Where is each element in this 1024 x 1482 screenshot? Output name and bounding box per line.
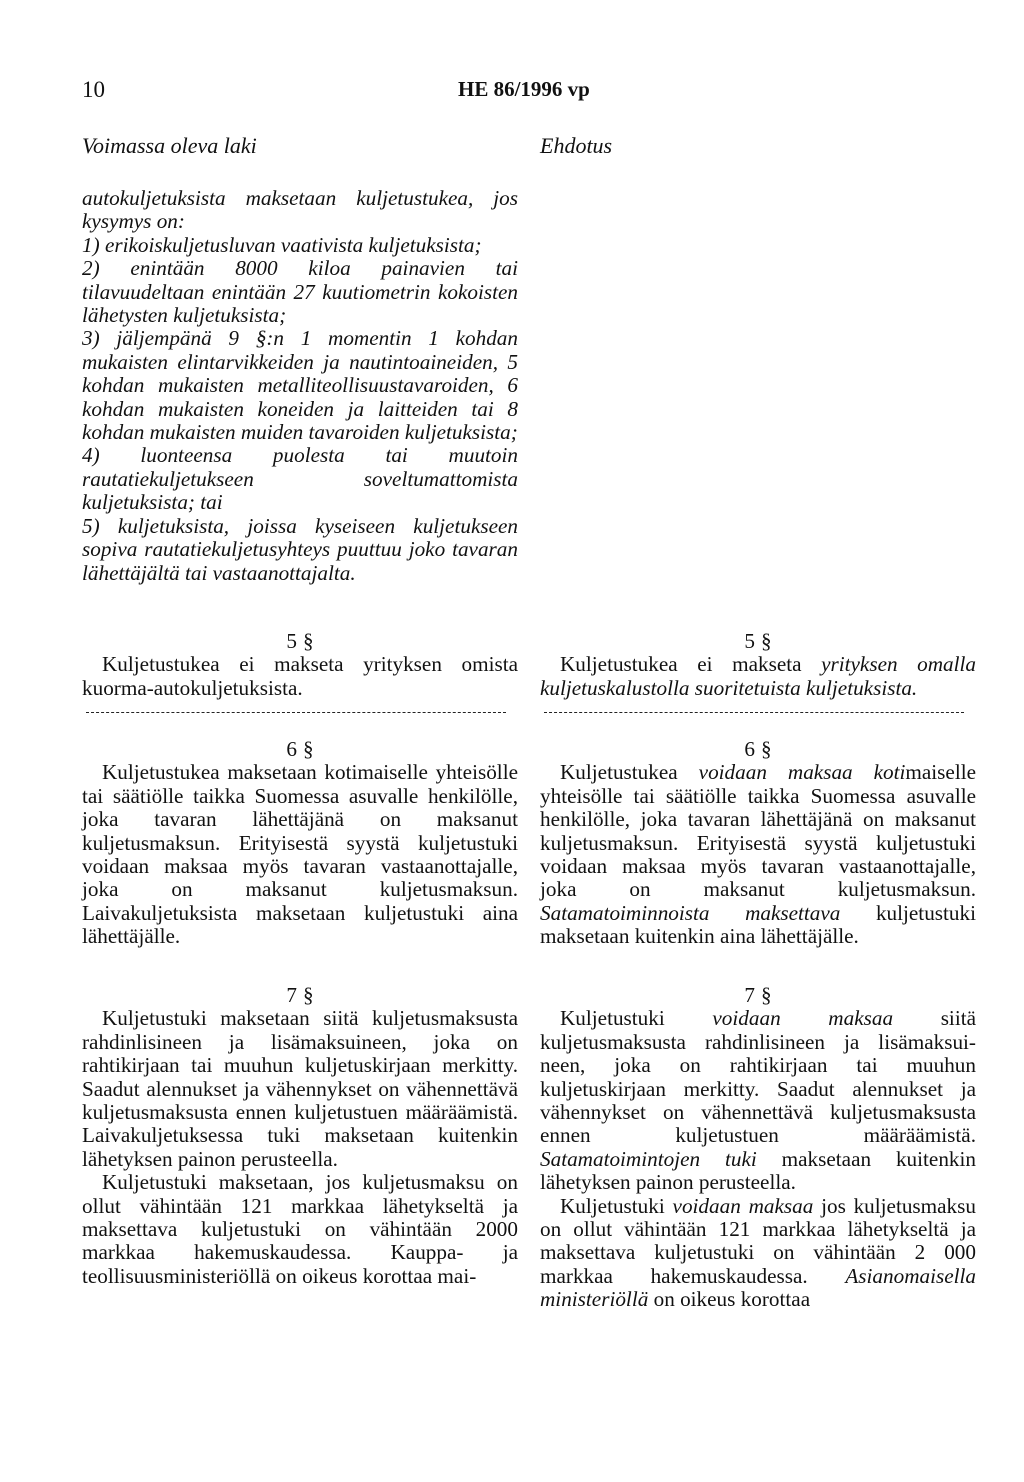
section-7-right-text-1: Kuljetustuki voidaan maksaa siitä kuljetusmaksusta rahdinlisineen ja lisämaksui-neen, joka on rahtikirjaan tai muuhun kuljetuskirjaan merkitty. Saadut alennukset ja vähennykset on vähennettävä kuljetusmaksusta ennen kuljetustuen määräämistä. Satamatoimintojen tuki maksetaan kuitenkin lähetyksen painon perusteella. [540,1006,976,1195]
intro-item: 2) enintään 8000 kiloa painavien tai tilavuudeltaan enintään 27 kuutiometrin kokoisten lähetysten kuljetuksista; [82,256,518,328]
left-column-title: Voimassa oleva laki [82,133,257,158]
intro-item: 1) erikoiskuljetusluvan vaativista kuljetuksista; [82,232,482,257]
section-7-left [82,984,518,1288]
section-7-right-text-2: Kuljetustuki voidaan maksaa jos kuljetusmaksu on ollut vähintään 121 markkaa lähetykseltä ja maksettava kuljetustuki on vähintään 2 000 markkaa hakemuskaudessa. Asianomaisella ministeriöllä on oikeus korottaa [540,1193,976,1312]
section-7-left-text-1: Kuljetustuki maksetaan siitä kuljetusmaksusta rahdinlisineen ja lisämaksuineen, joka on rahtikirjaan tai muuhun kuljetuskirjaan merkitty. Saadut alennukset ja vähennykset on vähennettävä kuljetusmaksusta ennen kuljetustuen määräämistä. Laivakuljetuksessa tuki maksetaan kuitenkin lähetyksen painon perusteella. [82,1006,518,1171]
section-5-left [82,630,518,700]
section-symbol-icon: § [761,983,772,1007]
section-7-right [540,984,976,1312]
section-5-right [540,630,976,700]
section-symbol-icon: § [303,983,314,1007]
section-heading: 5 § [744,629,772,653]
section-symbol-icon: § [761,629,772,653]
right-divider [544,712,964,713]
section-5-left-text: Kuljetustukea ei makseta yrityksen omista kuorma-autokuljetuksista. [82,652,518,700]
section-heading: 7 § [286,983,314,1007]
section-5-right-text: Kuljetustukea ei makseta yrityksen omalla kuljetuskalustolla suoritetuista kuljetuksista. [540,652,976,700]
section-symbol-icon: § [303,737,314,761]
section-symbol-icon: § [761,737,772,761]
section-heading: 7 § [744,983,772,1007]
left-divider [86,712,506,713]
section-7-left-text-2: Kuljetustuki maksetaan, jos kuljetusmaksu on ollut vähintään 121 markkaa lähetykseltä ja maksettava kuljetustuki on vähintään 2000 markkaa hakemuskaudessa. Kauppa- ja teollisuusministeriöllä on oikeus korottaa mai- [82,1170,518,1288]
section-heading: 6 § [286,737,314,761]
intro-item: 4) luonteensa puolesta tai muutoin rautatiekuljetukseen soveltumattomista kuljetuksista; tai [82,443,518,515]
section-heading: 6 § [744,737,772,761]
document-code: HE 86/1996 vp [458,77,590,101]
section-6-right [540,738,976,949]
intro-item: 3) jäljempänä 9 §:n 1 momentin 1 kohdan mukaisten elintarvikkeiden ja nautintoaineiden, 5 kohdan mukaisten metalliteollisuustavaroiden, 6 kohdan mukaisten koneiden ja laitteiden tai 8 kohdan mukaisten muiden tavaroiden kuljetuksista; [82,326,518,445]
section-6-right-text: Kuljetustukea voidaan maksaa kotimaiselle yhteisölle tai säätiölle taikka Suomessa asuvalle henkilölle, joka tavaran lähettäjänä on maksanut kuljetusmaksun. Erityisestä syystä kuljetustuki voidaan maksaa myös tavaran vastaanottajalle, joka on maksanut kuljetusmaksun. Satamatoiminnoista maksettava kuljetustuki maksetaan kuitenkin aina lähettäjälle. [540,760,977,949]
right-column-title: Ehdotus [540,133,613,158]
section-symbol-icon: § [303,629,314,653]
section-6-left-text: Kuljetustukea maksetaan kotimaiselle yhteisölle tai säätiölle taikka Suomessa asuvalle henkilölle, joka tavaran lähettäjänä on maksanut kuljetusmaksun. Erityisestä syystä kuljetustuki voidaan maksaa myös tavaran vastaanottajalle, joka on maksanut kuljetusmaksun. Laivakuljetuksista maksetaan kuljetustuki aina lähettäjälle. [82,760,518,949]
intro-item: 5) kuljetuksista, joissa kyseiseen kuljetukseen sopiva rautatiekuljetusyhteys puuttuu joko tavaran lähettäjältä tai vastaanottajalta. [82,513,518,585]
intro-item: autokuljetuksista maksetaan kuljetustukea, jos kysymys on: [82,186,518,234]
intro-left-text [82,187,518,585]
section-heading: 5 § [286,629,314,653]
section-6-left [82,738,518,949]
page-number: 10 [82,77,105,102]
